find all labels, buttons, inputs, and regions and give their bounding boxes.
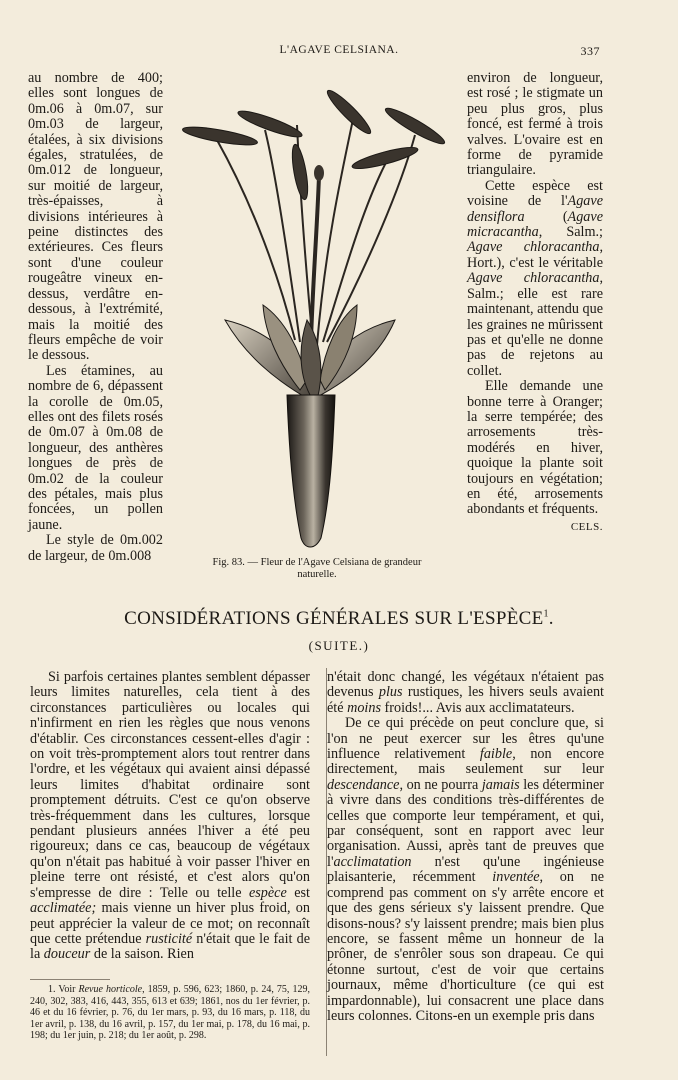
footnote-rule bbox=[30, 979, 110, 980]
body-left-para: Si parfois certaines plantes semblent dépasser leurs limites naturelles, cela tient à des circonstances particulières ou locales qui n'infirment en rien les règles que nous venons d'établir. Ces circonstances cessent-elles d'agir : on voit très-promptement alors tout rentrer dans l'ordre, et les végétaux qui avaient ainsi dépassé leurs limites d'habitat ordinaire sont promptement détruits. C'est ce qu'on observe très-fréquemment dans les cultures, lorsque pendant plusieurs années l'hiver a été peu rigoureux; dans ce cas, beaucoup de végétaux qu'on n'était pas habitué à voir passer l'hiver en pleine terre ont résisté, et c'est alors qu'on s'empresse de dire : Telle ou telle espèce est acclimatée; mais vienne un hiver plus froid, on peut apprécier la valeur de ce mot; on reconnaît que cette prétendue rusticité n'était que le fait de la douceur de la saison. Rien bbox=[30, 669, 310, 963]
footnote: 1. Voir Revue horticole, 1859, p. 596, 623; 1860, p. 24, 75, 129, 240, 302, 383, 416, 443, 355, 613 et 639; 1861, nos du 1er février, p. 46 et du 16 février, p. 76, du 1er mars, p. 93, du 16 mars, p. 118, du 1er avril, p. 138, du 16 avril, p. 157, du 1er mai, p. 178, du 16 mai, p. 198; du 1er juin, p. 218; du 1er août, p. 298. bbox=[30, 984, 310, 1042]
right-para-1: environ de longueur, est rosé ; le stigmate un peu plus gros, plus foncé, est fermé à trois valves. L'ovaire est en forme de pyramide triangulaire. bbox=[467, 70, 603, 179]
footnote-mark: 1 bbox=[543, 608, 549, 620]
left-para-3: Le style de 0m.002 de largeur, de 0m.008 bbox=[28, 532, 163, 564]
body-left-column bbox=[30, 670, 310, 963]
figure-caption: Fig. 83. — Fleur de l'Agave Celsiana de grandeur naturelle. bbox=[212, 557, 422, 580]
page-number: 337 bbox=[580, 44, 600, 58]
body-right-para-2: De ce qui précède on peut conclure que, si l'on ne peut exercer sur les êtres qu'une influence relativement faible, non encore directement, mais seulement sur leur descendance, on ne pourra jamais les déterminer à vivre dans des conditions très-différentes de celles que comporte leur tempérament, et qui, par conséquent, sont en rapport avec leur organisation. Aussi, après tant de preuves que l'acclimatation n'est qu'une ingénieuse plaisanterie, récemment inventée, on ne comprend pas comment on s'y arrête encore et que des gens sérieux s'y laissent prendre. Que disons-nous? s'y laissent prendre; mais bien plus encore, se fassent même un honneur de la prôner, de s'enrôler sous son drapeau. Ce qui étonne surtout, c'est de voir que certains journaux, même d'horticulture (ce qui est impardonnable), lui consacrent une place dans leurs colonnes. Citons-en un exemple pris dans bbox=[327, 715, 604, 1024]
right-column bbox=[467, 71, 603, 535]
agave-flower-illustration bbox=[175, 80, 455, 552]
section-subtitle: (SUITE.) bbox=[308, 638, 370, 653]
right-para-3: Elle demande une bonne terre à Oranger; la serre tempérée; des arrosements très-modérés en hiver, quoique la plante soit toujours en végétation; en été, arrosements abondants et fréquents. bbox=[467, 378, 603, 518]
body-right-column bbox=[327, 670, 604, 1024]
signature: CELS. bbox=[570, 520, 603, 533]
section-title: CONSIDÉRATIONS GÉNÉRALES SUR L'ESPÈCE$^1$. bbox=[124, 608, 554, 629]
running-head bbox=[0, 44, 678, 60]
left-column bbox=[28, 71, 163, 564]
right-para-2: Cette espèce est voisine de l'Agave densiflora (Agave micracantha, Salm.; Agave chloracantha, Hort.), c'est le véritable Agave chloracantha, Salm.; elle est rare maintenant, attendu que les graines ne mûrissent pas et qu'elle ne donne pas de rejetons au collet. bbox=[467, 177, 603, 379]
left-para-1: au nombre de 400; elles sont longues de 0m.06 à 0m.07, sur 0m.03 de largeur, étalées, à six divisions égales, stratulées, de 0m.012 de longueur, sur moitié de largeur, très-épaisses, à divisions intérieures à peine distinctes des extérieures. Ces fleurs sont d'une couleur rougeâtre vineux en-dessus, verdâtre en-dessous, à l'extrémité, mais la moitié des fleurs empêche de voir le dessous. bbox=[28, 70, 163, 364]
left-para-2: Les étamines, au nombre de 6, dépassent la corolle de 0m.05, elles ont des filets rosés de 0m.07 à 0m.08 de longueur, des anthères longues de près de 0m.02 de la couleur des pétales, mais plus foncées, un pollen jaune. bbox=[28, 362, 163, 533]
running-title: L'AGAVE CELSIANA. bbox=[279, 44, 399, 56]
body-right-para-1: n'était donc changé, les végétaux n'étaient pas devenus plus rustiques, les hivers seuls avaient été moins froids!... Avis aux acclimatateurs. bbox=[327, 669, 604, 716]
